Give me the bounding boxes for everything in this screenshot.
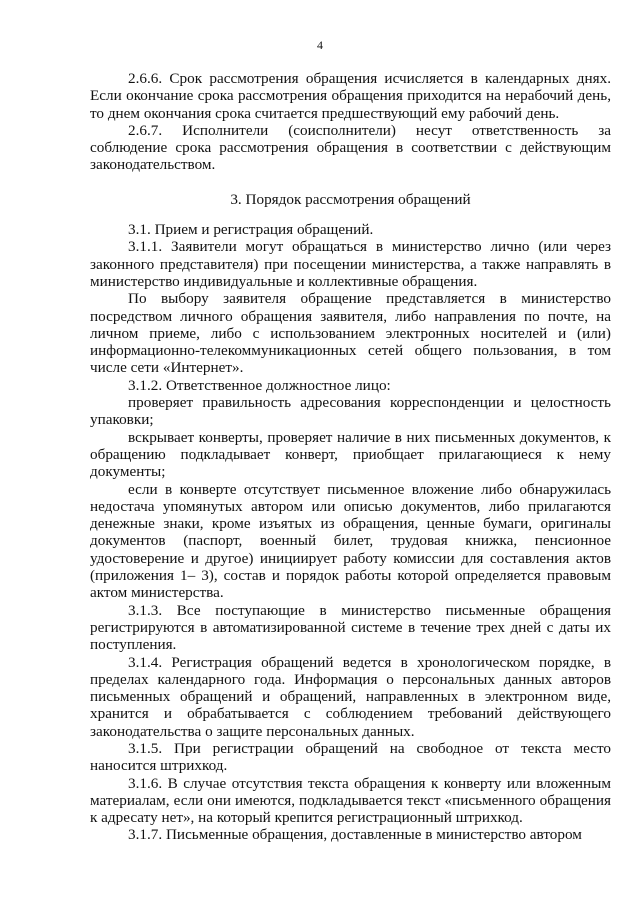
paragraph-missing-enclosure: если в конверте отсутствует письменное вложение либо обнаружилась недостача упомянутых автором или описью документов, либо прилагаются денежные знаки, кроме изъятых из обращения, ценные бумаги, оригиналы документов (паспорт, военный билет, трудовая книжка, пенсионное удостоверение и другое) инициирует работу комиссии для составления актов (приложения 1– 3), состав и порядок работы которой определяется правовым актом министерства. [90,480,611,602]
paragraph-2-6-7: 2.6.7. Исполнители (соисполнители) несут ответственность за соблюдение срока рассмотрения обращения в соответствии с действующим законодательством. [90,121,611,174]
paragraph-3-1-1: 3.1.1. Заявители могут обращаться в министерство лично (или через законного представителя) при посещении министерства, а также направлять в министерство индивидуальные и коллективные обращения. [90,238,611,290]
paragraph-3-1-5: 3.1.5. При регистрации обращений на свободное от текста место наносится штрихкод. [90,739,611,775]
paragraph-3-1-7: 3.1.7. Письменные обращения, доставленные в министерство автором [128,826,582,844]
paragraph-3-1: 3.1. Прием и регистрация обращений. [128,221,374,239]
paragraph-3-1-3: 3.1.3. Все поступающие в министерство письменные обращения регистрируются в автоматизированной системе в течение трех дней с даты их поступления. [90,601,611,654]
paragraph-3-1-2: 3.1.2. Ответственное должностное лицо: [128,376,391,394]
paragraph-3-1-6: 3.1.6. В случае отсутствия текста обращения к конверту или вложенным материалам, если они имеются, подкладывается текст «письменного обращения к адресату нет», на который крепится регистрационный штрихкод. [90,774,611,827]
document-body [90,70,611,844]
paragraph-3-1-4: 3.1.4. Регистрация обращений ведется в хронологическом порядке, в пределах календарного года. Информация о персональных данных авторов письменных обращений и обращений, направленных в электронном виде, хранится и обрабатывается с соблюдением требований действующего законодательства о защите персональных данных. [90,653,611,740]
page-number: 4 [317,38,323,52]
paragraph-open-envelopes: вскрывает конверты, проверяет наличие в них письменных документов, к обращению подкладывает конверт, приобщает прилагающиеся к нему документы; [90,428,611,481]
paragraph-submission-methods: По выбору заявителя обращение представляется в министерство посредством личного обращения заявителя, либо направления по почте, на личном приеме, либо с использованием электронных носителей и (или) информационно-телекоммуникационных сетей общего пользования, в том числе сети «Интернет». [90,290,611,377]
section-heading: 3. Порядок рассмотрения обращений [230,190,471,208]
paragraph-2-6-6: 2.6.6. Срок рассмотрения обращения исчисляется в календарных днях. Если окончание срока рассмотрения обращения приходится на нерабочий день, то днем окончания срока считается предшествующий ему рабочий день. [90,70,611,122]
paragraph-check-addressing: проверяет правильность адресования корреспонденции и целостность упаковки; [90,394,611,429]
